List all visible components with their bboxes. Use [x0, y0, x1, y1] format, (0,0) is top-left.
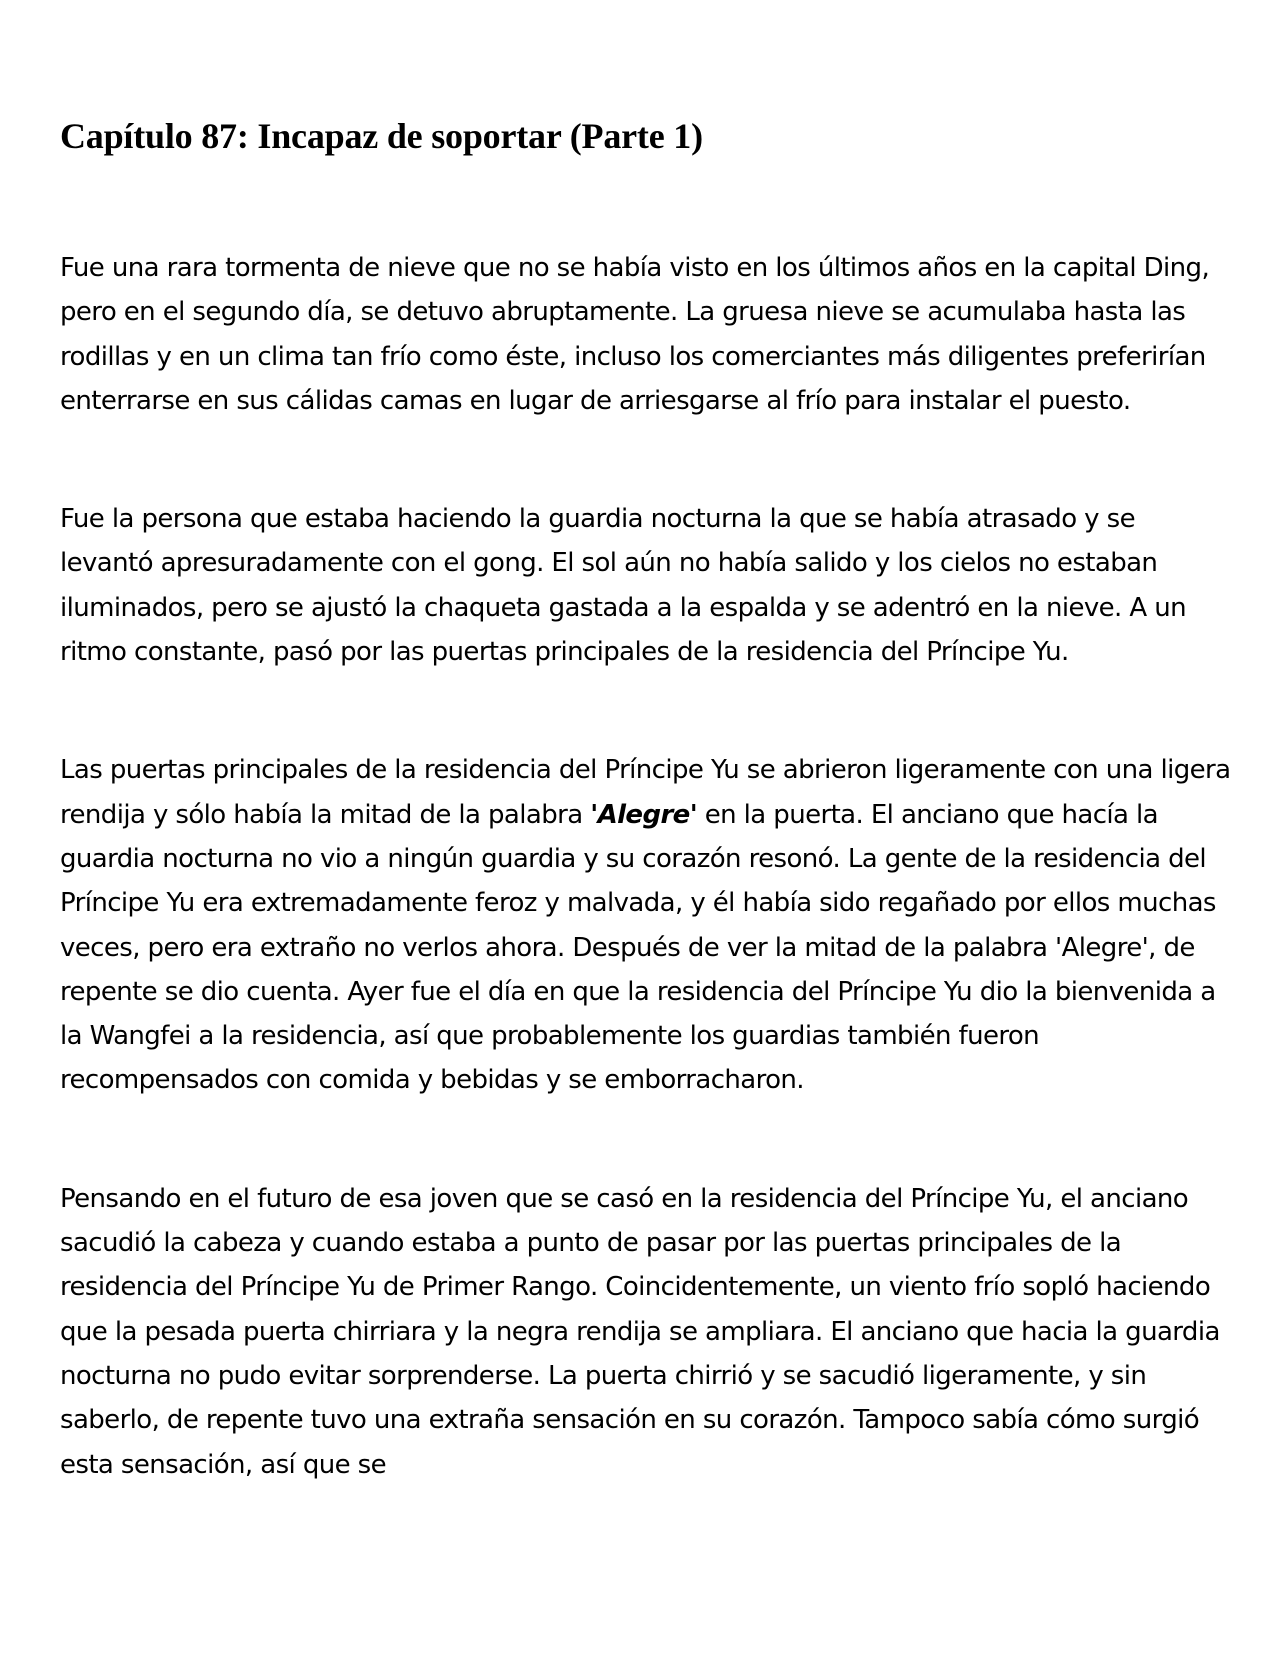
paragraph-3-text-after: en la puerta. El anciano que hacía la guardia nocturna no vio a ningún guardia y su corazón resonó. La gente de la residencia del Príncipe Yu era extremadamente feroz y malvada, y él había sido regañado por ellos muchas veces, pero era extraño no verlos ahora. Después de ver la mitad de la palabra 'Alegre', de repente se dio cuenta. Ayer fue el día en que la residencia del Príncipe Yu dio la bienvenida a la Wangfei a la residencia, así que probablemente los guardias también fueron recompensados con comida y bebidas y se emborracharon.: [60, 799, 1216, 1096]
paragraph-3: [60, 748, 1232, 1102]
document-page: [60, 112, 1232, 1487]
paragraph-1: Fue una rara tormenta de nieve que no se había visto en los últimos años en la capital Ding, pero en el segundo día, se detuvo abruptamente. La gruesa nieve se acumulaba hasta las rodillas y en un clima tan frío como éste, incluso los comerciantes más diligentes preferirían enterrarse en sus cálidas camas en lugar de arriesgarse al frío para instalar el puesto.: [60, 253, 1210, 416]
emphasized-word: 'Alegre': [590, 799, 698, 830]
chapter-title: Capítulo 87: Incapaz de soportar (Parte 1): [60, 116, 703, 156]
paragraph-4: Pensando en el futuro de esa joven que se casó en la residencia del Príncipe Yu, el anciano sacudió la cabeza y cuando estaba a punto de pasar por las puertas principales de la residencia del Príncipe Yu de Primer Rango. Coincidentemente, un viento frío sopló haciendo que la pesada puerta chirriara y la negra rendija se ampliara. El anciano que hacia la guardia nocturna no pudo evitar sorprenderse. La puerta chirrió y se sacudió ligeramente, y sin saberlo, de repente tuvo una extraña sensación en su corazón. Tampoco sabía cómo surgió esta sensación, así que se: [60, 1183, 1220, 1480]
paragraph-3-text-before: Las puertas principales de la residencia del Príncipe Yu se abrieron ligeramente con una ligera rendija y sólo había la mitad de la palabra: [60, 755, 1231, 830]
paragraph-2: Fue la persona que estaba haciendo la guardia nocturna la que se había atrasado y se levantó apresuradamente con el gong. El sol aún no había salido y los cielos no estaban iluminados, pero se ajustó la chaqueta gastada a la espalda y se adentró en la nieve. A un ritmo constante, pasó por las puertas principales de la residencia del Príncipe Yu.: [60, 504, 1186, 668]
